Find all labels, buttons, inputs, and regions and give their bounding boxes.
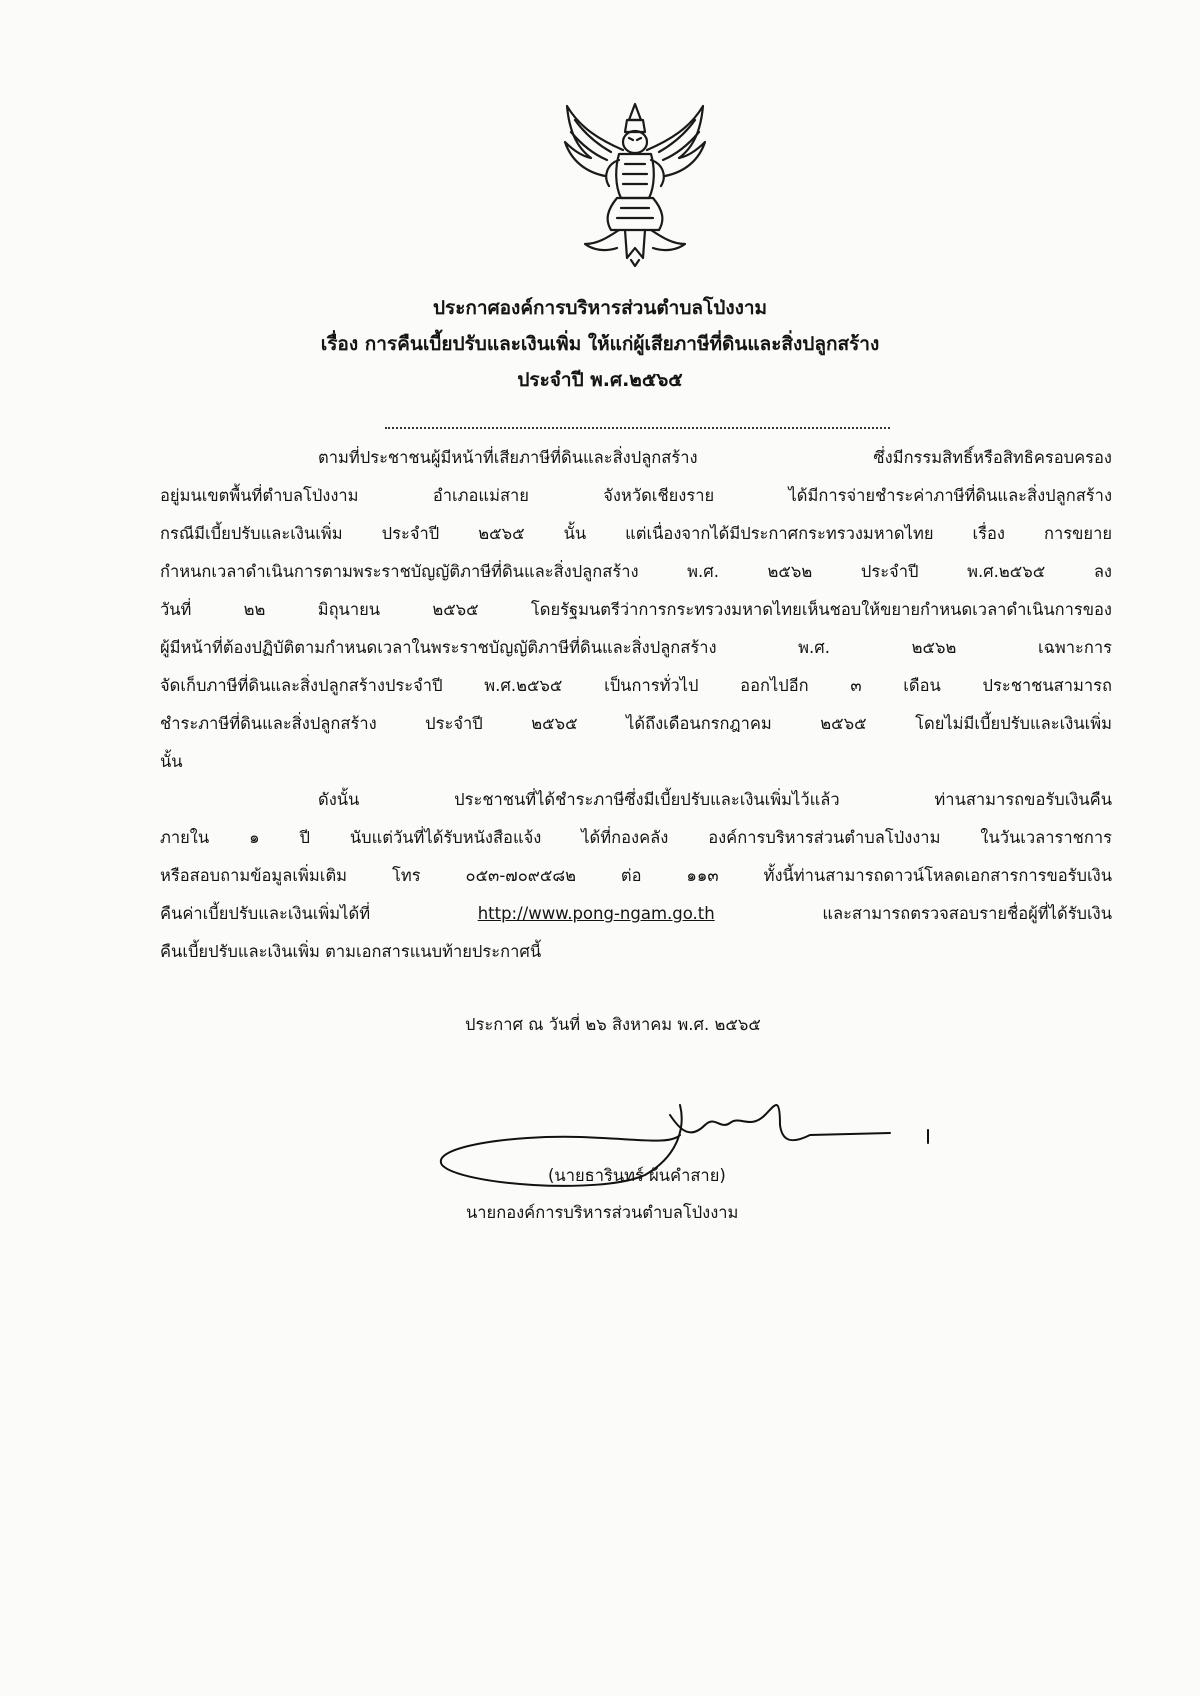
paragraph1-line: นั้น <box>160 752 183 771</box>
title-divider <box>385 427 890 429</box>
paragraph1-line: ชำระภาษีที่ดินและสิ่งปลูกสร้าง ประจำปี ๒๕๖๕ ได้ถึงเดือนกรกฎาคม ๒๕๖๕ โดยไม่มีเบี้ยปรับและเงินเพิ่ม <box>160 714 1112 733</box>
paragraph1-line: กำหนกเวลาดำเนินการตามพระราชบัญญัติภาษีที่ดินและสิ่งปลูกสร้าง พ.ศ. ๒๕๖๒ ประจำปี พ.ศ.๒๕๖๕ ลง <box>160 562 1112 581</box>
title-line-2: เรื่อง การคืนเบี้ยปรับและเงินเพิ่ม ให้แก่ผู้เสียภาษีที่ดินและสิ่งปลูกสร้าง <box>320 333 880 355</box>
announce-date: ประกาศ ณ วันที่ ๒๖ สิงหาคม พ.ศ. ๒๕๖๕ <box>465 1015 761 1034</box>
signer-name: (นายธารินทร์ ผ้นคำสาย) <box>548 1166 726 1185</box>
website-link[interactable]: http://www.pong-ngam.go.th <box>477 904 715 923</box>
paragraph2-line: คืนเบี้ยปรับและเงินเพิ่ม ตามเอกสารแนบท้ายประกาศนี้ <box>160 942 542 961</box>
paragraph1-line: จัดเก็บภาษีที่ดินและสิ่งปลูกสร้างประจำปี พ.ศ.๒๕๖๕ เป็นการทั่วไป ออกไปอีก ๓ เดือน ประชาชนสามารถ <box>160 676 1112 695</box>
paragraph1-line: อยู่มนเขตพื้นที่ตำบลโป่งงาม อำเภอแม่สาย จังหวัดเชียงราย ได้มีการจ่ายชำระค่าภาษีที่ดินและสิ่งปลูกสร้าง <box>160 486 1112 505</box>
paragraph2-line-with-link <box>160 896 1112 932</box>
paragraph2-line: ดังนั้น ประชาชนที่ได้ชำระภาษีซึ่งมีเบี้ยปรับและเงินเพิ่มไว้แล้ว ท่านสามารถขอรับเงินคืน <box>318 790 1112 809</box>
paragraph2-text: และสามารถตรวจสอบรายชื่อผู้ที่ได้รับเงิน <box>714 904 1112 923</box>
announcement-title <box>130 290 1070 398</box>
title-line-1: ประกาศองค์การบริหารส่วนตำบลโป่งงาม <box>432 297 768 319</box>
paragraph1-line: วันที่ ๒๒ มิถุนายน ๒๕๖๕ โดยรัฐมนตรีว่าการกระทรวงมหาดไทยเห็นชอบให้ขยายกำหนดเวลาดำเนินการของ <box>160 600 1112 619</box>
paragraph2-line: หรือสอบถามข้อมูลเพิ่มเติม โทร ๐๕๓-๗๐๙๕๘๒ ต่อ ๑๑๓ ทั้งนี้ท่านสามารถดาวน์โหลดเอกสารการขอรับเงิน <box>160 866 1112 885</box>
paragraph2-text: คืนค่าเบี้ยปรับและเงินเพิ่มได้ที่ <box>160 904 478 923</box>
signer-position: นายกองค์การบริหารส่วนตำบลโป่งงาม <box>466 1203 739 1222</box>
title-line-3: ประจำปี พ.ศ.๒๕๖๕ <box>517 369 683 391</box>
paragraph1-line: กรณีมีเบี้ยปรับและเงินเพิ่ม ประจำปี ๒๕๖๕ นั้น แต่เนื่องจากได้มีประกาศกระทรวงมหาดไทย เรื่อง การขยาย <box>160 524 1112 543</box>
paragraph1-line: ผู้มีหน้าที่ต้องปฏิบัติตามกำหนดเวลาในพระราชบัญญัติภาษีที่ดินและสิ่งปลูกสร้าง พ.ศ. ๒๕๖๒ เฉพาะการ <box>160 638 1112 657</box>
paragraph1-line: ตามที่ประชาชนผู้มีหน้าที่เสียภาษีที่ดินและสิ่งปลูกสร้าง ซึ่งมีกรรมสิทธิ์หรือสิทธิครอบครอง <box>318 448 1112 467</box>
paragraph2-line: ภายใน ๑ ปี นับแต่วันที่ได้รับหนังสือแจ้ง ได้ที่กองคลัง องค์การบริหารส่วนตำบลโป่งงาม ในวันเวลาราชการ <box>160 828 1112 847</box>
garuda-emblem-icon <box>545 98 725 268</box>
